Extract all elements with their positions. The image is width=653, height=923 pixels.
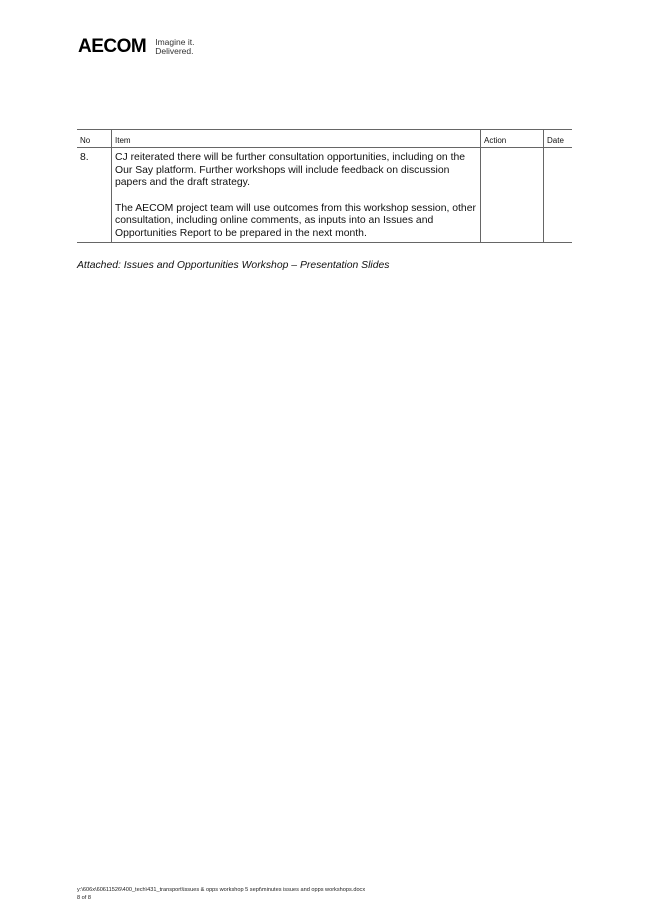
footer-page-number: 8 of 8 (77, 895, 91, 901)
header-item: Item (112, 130, 481, 148)
footer-file-path: y:\606x\60611526\400_tech\431_transport\issues & opps workshop 5 sept\minutes issues and opps workshops.docx (77, 887, 366, 893)
aecom-logo (78, 36, 194, 58)
header-no: No (77, 130, 112, 148)
item-paragraph: CJ reiterated there will be further consultation opportunities, including on the Our Say platform. Further workshops will include feedback on discussion papers and the draft strategy. (115, 152, 466, 189)
item-paragraph: The AECOM project team will use outcomes from this workshop session, other consultation, including online comments, as inputs into an Issues and Opportunities Report to be prepared in the next month. (115, 202, 476, 239)
row-date (544, 148, 573, 243)
minutes-table (77, 129, 572, 243)
table-row (77, 148, 572, 243)
header-date: Date (544, 130, 573, 148)
attachment-note: Attached: Issues and Opportunities Workshop – Presentation Slides (77, 260, 390, 271)
row-item (112, 148, 481, 243)
row-number: 8. (77, 148, 112, 243)
header-action: Action (481, 130, 544, 148)
row-action (481, 148, 544, 243)
page-footer (77, 886, 365, 902)
logo-tagline-line2: Delivered. (155, 46, 194, 56)
logo-tagline-line1: Imagine it. (155, 37, 195, 47)
logo-tagline (155, 38, 194, 56)
logo-wordmark: AECOM (78, 36, 147, 57)
table-header-row (77, 130, 572, 148)
